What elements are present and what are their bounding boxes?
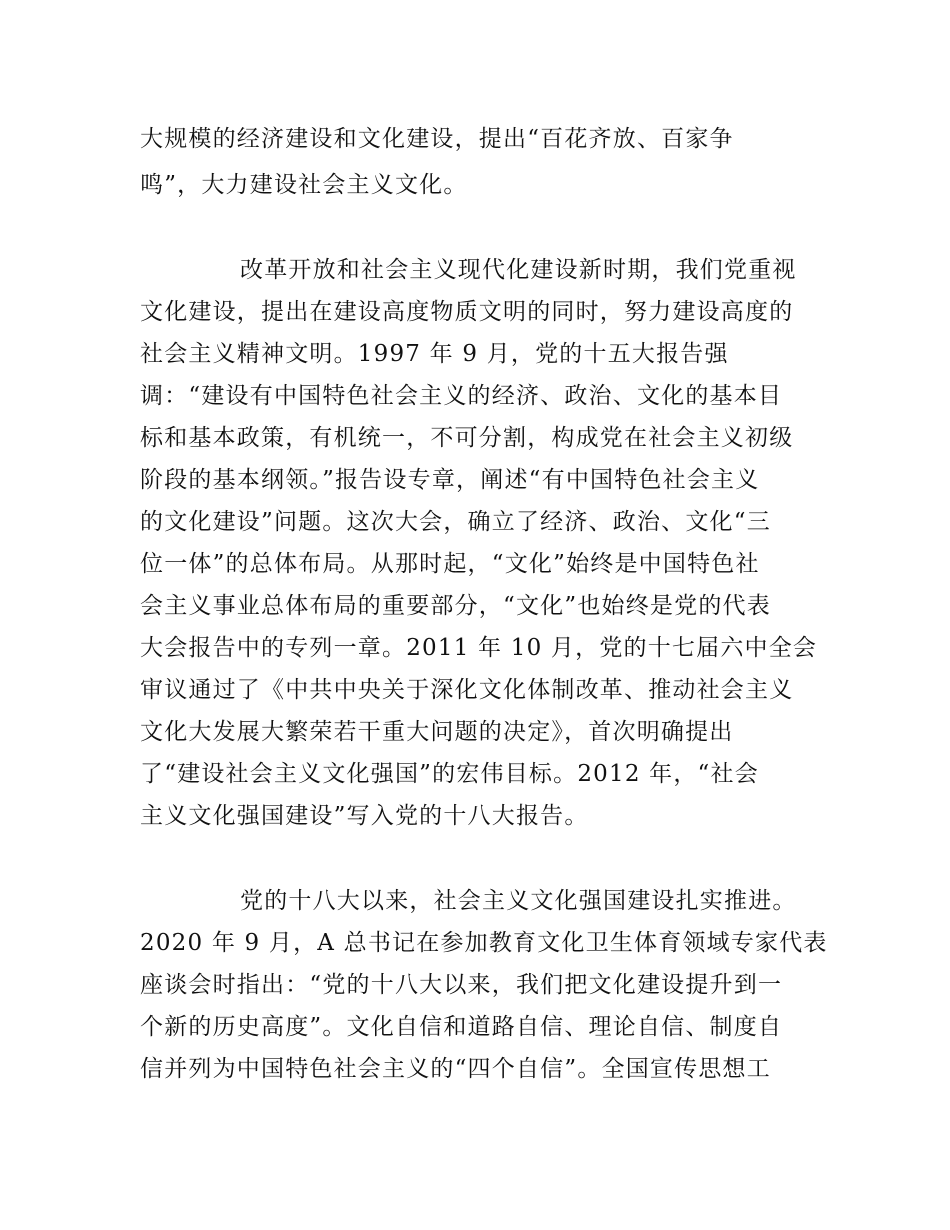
paragraph-1-line-1: 大规模的经济建设和文化建设，提出“百花齐放、百家争 — [140, 126, 734, 152]
paragraph-2-line-11: 审议通过了《中共中央关于深化文化体制改革、推动社会主义 — [140, 677, 794, 703]
paragraph-2-line-6: 阶段的基本纲领。”报告设专章，阐述“有中国特色社会主义 — [140, 467, 760, 493]
paragraph-2-line-10: 大会报告中的专列一章。2011 年 10 月，党的十七届六中全会 — [140, 635, 818, 661]
paragraph-3-line-3: 座谈会时指出：“党的十八大以来，我们把文化建设提升到一 — [140, 972, 783, 998]
paragraph-3-line-1: 党的十八大以来，社会主义文化强国建设扎实推进。 — [240, 888, 797, 914]
paragraph-3-line-4: 个新的历史高度”。文化自信和道路自信、理论自信、制度自 — [140, 1014, 783, 1040]
paragraph-3-line-2: 2020 年 9 月，A 总书记在参加教育文化卫生体育领域专家代表 — [140, 930, 828, 956]
paragraph-2-line-9: 会主义事业总体布局的重要部分，“文化”也始终是党的代表 — [140, 593, 771, 619]
paragraph-3-line-5: 信并列为中国特色社会主义的“四个自信”。全国宣传思想工 — [140, 1056, 771, 1082]
paragraph-2-line-12: 文化大发展大繁荣若干重大问题的决定》，首次明确提出 — [140, 719, 734, 745]
paragraph-1-line-2: 鸣”，大力建设社会主义文化。 — [140, 172, 468, 198]
paragraph-2-line-7: 的文化建设”问题。这次大会，确立了经济、政治、文化“三 — [140, 509, 771, 535]
paragraph-2-line-13: 了“建设社会主义文化强国”的宏伟目标。2012 年，“社会 — [140, 761, 759, 787]
paragraph-2-line-5: 标和基本政策，有机统一，不可分割，构成党在社会主义初级 — [140, 425, 794, 451]
paragraph-2-line-8: 位一体”的总体布局。从那时起，“文化”始终是中国特色社 — [140, 551, 760, 577]
paragraph-2-line-3: 社会主义精神文明。1997 年 9 月，党的十五大报告强 — [140, 341, 729, 367]
paragraph-2-line-4: 调：“建设有中国特色社会主义的经济、政治、文化的基本目 — [140, 383, 783, 409]
paragraph-2-line-2: 文化建设，提出在建设高度物质文明的同时，努力建设高度的 — [140, 299, 794, 325]
paragraph-2-line-1: 改革开放和社会主义现代化建设新时期，我们党重视 — [240, 257, 797, 283]
paragraph-2-line-14: 主义文化强国建设”写入党的十八大报告。 — [140, 803, 589, 829]
